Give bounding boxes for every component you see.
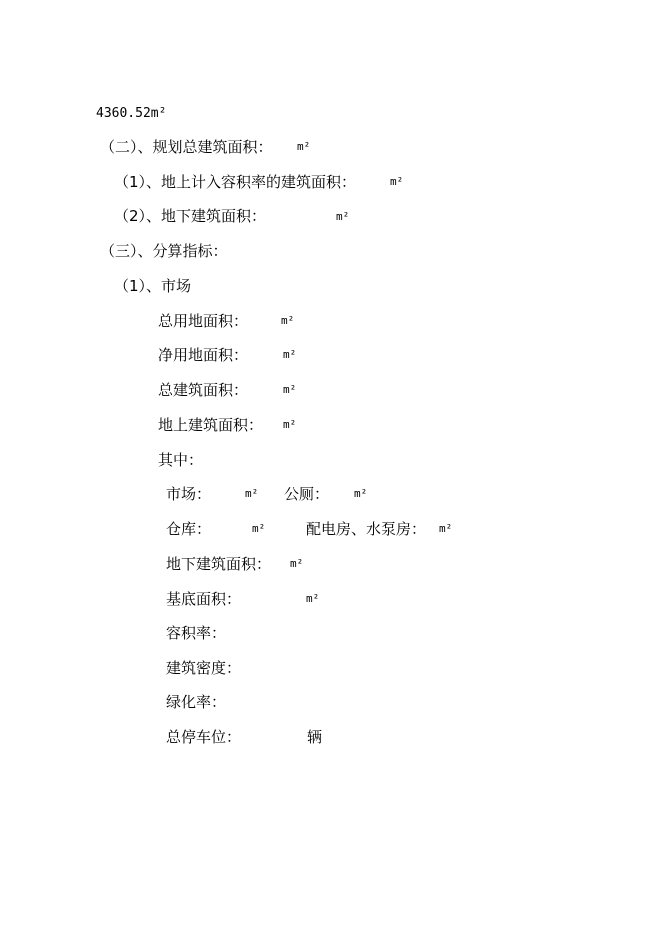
sec2-unit: m² xyxy=(297,140,311,153)
sec2-item2-unit: m² xyxy=(336,210,350,223)
market-area-unit: m² xyxy=(245,487,259,500)
total-land-unit: m² xyxy=(281,314,295,327)
green-rate-label: 绿化率： xyxy=(166,693,227,711)
sec2-item2-label: （2）、地下建筑面积： xyxy=(114,207,267,225)
toilet-label: 公厕： xyxy=(284,485,330,503)
sec2-heading: （二）、规划总建筑面积： xyxy=(100,138,273,156)
parking-unit: 辆 xyxy=(307,728,323,746)
among-label: 其中： xyxy=(158,451,204,469)
market-title: （1）、市场 xyxy=(114,277,192,295)
underground-unit: m² xyxy=(290,557,304,570)
total-land-label: 总用地面积： xyxy=(158,312,249,330)
total-build-label: 总建筑面积： xyxy=(158,381,249,399)
top-area-value: 4360.52m² xyxy=(96,106,167,121)
sec2-item1-label: （1）、地上计入容积率的建筑面积： xyxy=(114,173,357,191)
above-ground-unit: m² xyxy=(283,418,297,431)
net-land-unit: m² xyxy=(283,348,297,361)
far-label: 容积率： xyxy=(166,624,227,642)
market-area-label: 市场： xyxy=(166,485,212,503)
above-ground-label: 地上建筑面积： xyxy=(158,416,264,434)
total-build-unit: m² xyxy=(283,383,297,396)
warehouse-unit: m² xyxy=(252,522,266,535)
base-area-label: 基底面积： xyxy=(166,590,242,608)
sec2-item1-unit: m² xyxy=(390,175,404,188)
power-room-unit: m² xyxy=(439,522,453,535)
underground-label: 地下建筑面积： xyxy=(166,555,272,573)
parking-label: 总停车位： xyxy=(166,728,242,746)
toilet-unit: m² xyxy=(354,487,368,500)
warehouse-label: 仓库： xyxy=(166,520,212,538)
base-area-unit: m² xyxy=(306,592,320,605)
net-land-label: 净用地面积： xyxy=(158,346,249,364)
density-label: 建筑密度： xyxy=(166,659,242,677)
power-room-label: 配电房、水泵房： xyxy=(306,520,427,538)
sec3-heading: （三）、分算指标： xyxy=(100,242,228,260)
